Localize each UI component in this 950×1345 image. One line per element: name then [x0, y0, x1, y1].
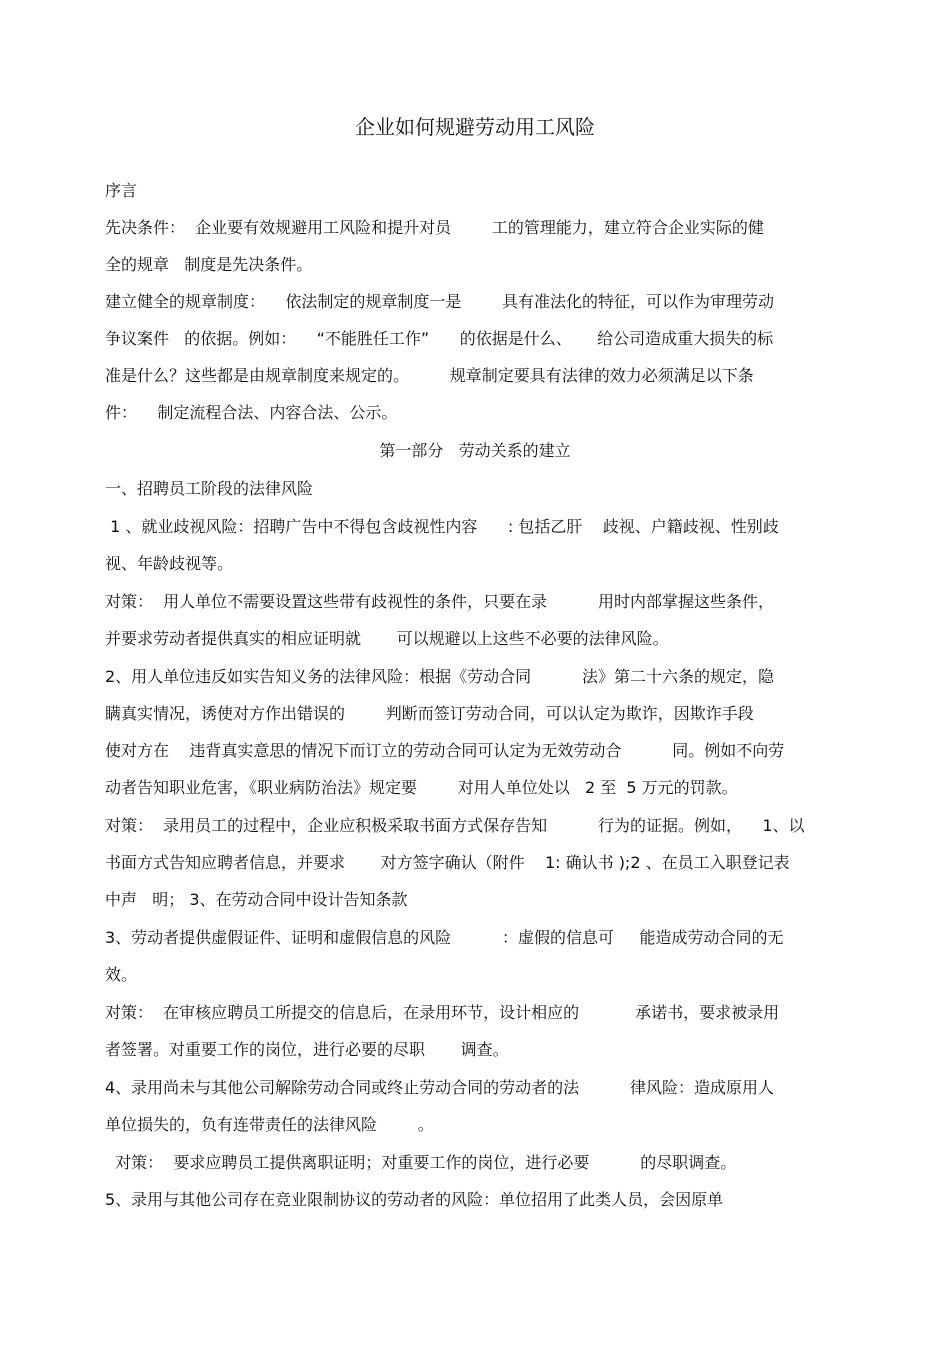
paragraph-line: 1 、就业歧视风险：招聘广告中不得包含歧视性内容 : 包括乙肝 歧视、户籍歧视、性别歧 — [105, 517, 779, 536]
paragraph-line: 单位损失的，负有连带责任的法律风险 。 — [105, 1115, 434, 1134]
paragraph-line: 对策： 用人单位不需要设置这些带有歧视性的条件，只要在录 用时内部掌握这些条件， — [105, 592, 775, 611]
paragraph-line: 并要求劳动者提供真实的相应证明就 可以规避以上这些不必要的法律风险。 — [105, 629, 669, 648]
paragraph-line: 视、年龄歧视等。 — [105, 554, 234, 573]
paragraph-line: 全的规章 制度是先决条件。 — [105, 255, 313, 274]
paragraph-line: 动者告知职业危害，《职业病防治法》规定要 对用人单位处以 2 至 5 万元的罚款。 — [105, 778, 738, 797]
paragraph-line: 5、录用与其他公司存在竞业限制协议的劳动者的风险：单位招用了此类人员，会因原单 — [105, 1190, 724, 1209]
paragraph-line: 中声 明； 3、在劳动合同中设计告知条款 — [105, 890, 408, 909]
document-title: 企业如何规避劳动用工风险 — [355, 115, 595, 139]
subsection-heading: 一、招聘员工阶段的法律风险 — [105, 479, 314, 498]
paragraph-line: 者签署。对重要工作的岗位，进行必要的尽职 调查。 — [105, 1040, 509, 1059]
paragraph-line: 先决条件： 企业要有效规避用工风险和提升对员 工的管理能力，建立符合企业实际的健 — [105, 218, 764, 237]
paragraph-line: 效。 — [105, 965, 138, 984]
paragraph-line: 书面方式告知应聘者信息，并要求 对方签字确认（附件 1: 确认书 );2 、在员工入职登记表 — [105, 853, 790, 872]
paragraph-line: 建立健全的规章制度： 依法制定的规章制度一是 具有准法化的特征，可以作为审理劳动 — [105, 292, 775, 311]
paragraph-line: 使对方在 违背真实意思的情况下而订立的劳动合同可认定为无效劳动合 同。例如不向劳 — [105, 741, 785, 760]
paragraph-line: 对策： 在审核应聘员工所提交的信息后，在录用环节，设计相应的 承诺书，要求被录用 — [105, 1003, 780, 1022]
paragraph-line: 准是什么？这些都是由规章制度来规定的。 规章制定要具有法律的效力必须满足以下条 — [105, 366, 754, 385]
paragraph-line: 对策： 录用员工的过程中，企业应积极采取书面方式保存告知 行为的证据。例如， 1、以 — [105, 816, 805, 835]
paragraph-line: 对策： 要求应聘员工提供离职证明；对重要工作的岗位，进行必要 的尽职调查。 — [105, 1153, 737, 1172]
paragraph-line: 争议案件 的依据。例如： “不能胜任工作” 的依据是什么、 给公司造成重大损失的标 — [105, 329, 774, 348]
paragraph-line: 2、用人单位违反如实告知义务的法律风险：根据《劳动合同 法》第二十六条的规定，隐 — [105, 667, 775, 686]
section-heading: 第一部分 劳动关系的建立 — [379, 441, 571, 460]
paragraph-line: 4、录用尚未与其他公司解除劳动合同或终止劳动合同的劳动者的法 律风险：造成原用人 — [105, 1078, 775, 1097]
paragraph-line: 3、劳动者提供虚假证件、证明和虚假信息的风险 ：虚假的信息可 能造成劳动合同的无 — [105, 928, 784, 947]
paragraph-line: 件： 制定流程合法、内容合法、公示。 — [105, 403, 398, 422]
preface-heading: 序言 — [105, 181, 138, 200]
paragraph-line: 瞒真实情况，诱使对方作出错误的 判断而签订劳动合同，可以认定为欺诈，因欺诈手段 — [105, 704, 754, 723]
